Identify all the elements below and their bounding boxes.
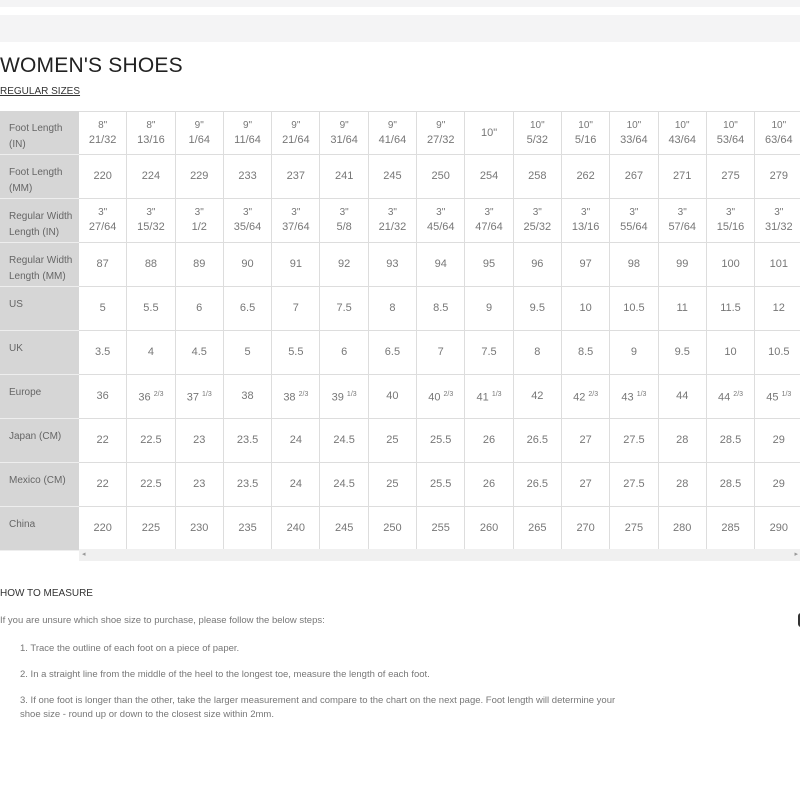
cell-line: 5/16 <box>574 134 597 146</box>
table-cell: 23 <box>176 419 224 463</box>
scroll-right-icon[interactable]: ▸ <box>794 551 798 558</box>
cell-line: 55/64 <box>620 221 648 233</box>
table-cell <box>320 375 368 419</box>
cell-line: 41/64 <box>378 134 407 146</box>
table-cell: 27.5 <box>610 463 658 507</box>
table-cell: 22.5 <box>127 419 175 463</box>
table-cell: 27 <box>562 419 610 463</box>
table-cell <box>127 199 175 243</box>
cell-fraction: 2/3 <box>588 391 599 399</box>
cell-line: 15/32 <box>137 221 165 233</box>
page-title: WOMEN'S SHOES <box>0 54 183 77</box>
table-cell: 29 <box>755 419 800 463</box>
table-cell: 3.5 <box>79 331 127 375</box>
table-cell <box>562 375 610 419</box>
cell-value <box>272 387 319 406</box>
table-cell <box>79 199 127 243</box>
table-cell: 12 <box>755 287 800 331</box>
table-cell: 8.5 <box>562 331 610 375</box>
table-cell: 98 <box>610 243 658 287</box>
table-cell: 220 <box>79 155 127 199</box>
cell-value <box>755 387 800 406</box>
table-cell <box>224 111 272 155</box>
table-cell: 5.5 <box>127 287 175 331</box>
table-cell: 89 <box>176 243 224 287</box>
table-cell: 229 <box>176 155 224 199</box>
cell-line: 3" <box>339 207 349 218</box>
cell-line: 63/64 <box>765 134 793 146</box>
table-cell: 25.5 <box>417 419 465 463</box>
cell-number: 37 <box>186 391 199 404</box>
table-row <box>0 155 800 199</box>
table-cell: 7.5 <box>320 287 368 331</box>
table-cell <box>755 111 800 155</box>
table-cell: 94 <box>417 243 465 287</box>
cell-line: 1/2 <box>191 221 207 233</box>
table-cell <box>465 111 513 155</box>
cell-line: 45/64 <box>426 221 455 233</box>
cell-number: 36 <box>138 391 151 404</box>
cell-fraction: 1/3 <box>636 391 647 399</box>
table-cell <box>514 111 562 155</box>
cell-number: 42 <box>573 391 586 404</box>
table-cell: 230 <box>176 507 224 551</box>
table-cell: 29 <box>755 463 800 507</box>
table-cell: 92 <box>320 243 368 287</box>
table-cell: 28.5 <box>707 463 755 507</box>
table-cell: 24.5 <box>320 463 368 507</box>
table-cell: 95 <box>465 243 513 287</box>
table-row <box>0 419 800 463</box>
table-cell: 267 <box>610 155 658 199</box>
table-cell: 27 <box>562 463 610 507</box>
table-cell: 24 <box>272 419 320 463</box>
cell-line: 57/64 <box>668 221 696 233</box>
table-cell: 25 <box>369 419 417 463</box>
table-cell: 8 <box>369 287 417 331</box>
cell-line: 43/64 <box>668 134 696 146</box>
table-cell: 8 <box>514 331 562 375</box>
table-cell <box>127 375 175 419</box>
table-cell <box>272 375 320 419</box>
table-cell: 96 <box>514 243 562 287</box>
table-cell: 290 <box>755 507 800 551</box>
cell-line: 3" <box>146 207 156 218</box>
table-cell: 258 <box>514 155 562 199</box>
table-row <box>0 331 800 375</box>
table-cell <box>707 111 755 155</box>
cell-line: 27/32 <box>426 134 455 146</box>
table-cell: 5 <box>224 331 272 375</box>
table-cell: 10.5 <box>755 331 800 375</box>
cell-line: 33/64 <box>620 134 648 146</box>
table-cell: 26.5 <box>514 463 562 507</box>
table-cell: 10 <box>562 287 610 331</box>
row-label: China <box>0 507 79 551</box>
table-cell: 44 <box>659 375 707 419</box>
cell-line: 3" <box>532 207 542 218</box>
table-cell <box>176 111 224 155</box>
cell-line: 31/64 <box>330 134 358 146</box>
table-cell: 225 <box>127 507 175 551</box>
table-cell: 245 <box>369 155 417 199</box>
table-cell: 4 <box>127 331 175 375</box>
cell-value <box>707 387 754 406</box>
table-cell <box>79 111 127 155</box>
table-cell: 280 <box>659 507 707 551</box>
cell-line: 9" <box>387 120 397 131</box>
table-cell: 23.5 <box>224 419 272 463</box>
table-cell <box>610 375 658 419</box>
row-label: Europe <box>0 375 79 419</box>
cell-line: 47/64 <box>475 221 503 233</box>
table-cell: 101 <box>755 243 800 287</box>
table-cell <box>272 199 320 243</box>
cell-line: 3" <box>629 207 639 218</box>
cell-number: 43 <box>621 391 634 404</box>
table-cell: 6.5 <box>224 287 272 331</box>
cell-fraction: 2/3 <box>443 391 454 399</box>
table-cell: 27.5 <box>610 419 658 463</box>
table-cell: 7 <box>272 287 320 331</box>
cell-line: 3" <box>725 207 736 218</box>
table-cell <box>707 375 755 419</box>
table-cell: 42 <box>514 375 562 419</box>
table-cell: 11 <box>659 287 707 331</box>
table-cell: 25 <box>369 463 417 507</box>
cell-line: 3" <box>194 207 204 218</box>
table-cell: 255 <box>417 507 465 551</box>
table-cell: 10 <box>707 331 755 375</box>
row-label: Mexico (CM) <box>0 463 79 507</box>
cell-line: 5/8 <box>336 221 352 233</box>
table-cell: 9 <box>465 287 513 331</box>
cell-line: 11/64 <box>234 134 261 146</box>
table-cell <box>272 111 320 155</box>
table-cell <box>176 199 224 243</box>
cell-line: 10" <box>480 126 498 139</box>
cell-line: 9" <box>291 120 301 131</box>
table-cell: 6 <box>176 287 224 331</box>
cell-line: 35/64 <box>233 221 262 233</box>
table-cell: 233 <box>224 155 272 199</box>
cell-line: 3" <box>291 207 301 218</box>
cell-line: 3" <box>242 207 253 218</box>
cell-line: 9" <box>194 120 204 131</box>
table-cell: 262 <box>562 155 610 199</box>
cell-number: 45 <box>766 391 779 404</box>
cell-line: 21/64 <box>282 134 310 146</box>
cell-value <box>417 387 464 406</box>
table-row <box>0 199 800 243</box>
table-cell <box>176 375 224 419</box>
row-label: Foot Length (MM) <box>0 155 79 199</box>
table-cell <box>320 199 368 243</box>
row-label: US <box>0 287 79 331</box>
table-cell: 254 <box>465 155 513 199</box>
table-cell: 4.5 <box>176 331 224 375</box>
cell-line: 9" <box>436 120 446 131</box>
cell-line: 21/32 <box>88 134 117 146</box>
size-chart-table <box>0 111 800 551</box>
table-cell: 237 <box>272 155 320 199</box>
how-to-intro: If you are unsure which shoe size to purchase, please follow the below steps: <box>0 615 325 626</box>
table-cell <box>369 111 417 155</box>
cell-line: 13/16 <box>137 134 165 146</box>
cell-line: 1/64 <box>188 134 210 146</box>
cell-number: 44 <box>717 391 731 404</box>
step-item: 3. If one foot is longer than the other, take the larger measurement and compare to the chart on the next page. Foot length will determine your shoe size - round up or down to the closest size within 2mm. <box>20 695 616 720</box>
table-cell: 275 <box>707 155 755 199</box>
table-cell <box>465 375 513 419</box>
cell-fraction: 1/3 <box>346 391 357 399</box>
cell-line: 3" <box>98 207 108 218</box>
table-row <box>0 111 800 155</box>
table-cell <box>465 199 513 243</box>
cell-line: 10" <box>578 120 593 131</box>
table-cell: 26 <box>465 463 513 507</box>
table-cell: 9 <box>610 331 658 375</box>
table-cell: 241 <box>320 155 368 199</box>
table-row <box>0 287 800 331</box>
cell-value <box>562 387 609 406</box>
table-cell: 224 <box>127 155 175 199</box>
table-cell <box>127 111 175 155</box>
table-cell <box>514 199 562 243</box>
cell-line: 10" <box>529 120 545 131</box>
table-cell: 265 <box>514 507 562 551</box>
table-cell: 6.5 <box>369 331 417 375</box>
cell-line: 25/32 <box>523 221 552 233</box>
cell-value <box>127 387 174 406</box>
table-cell: 97 <box>562 243 610 287</box>
how-to-measure-heading: HOW TO MEASURE <box>0 588 93 599</box>
table-cell: 40 <box>369 375 417 419</box>
table-cell <box>610 111 658 155</box>
table-cell <box>610 199 658 243</box>
cell-line: 15/16 <box>716 221 745 233</box>
row-label: Regular Width Length (IN) <box>0 199 79 243</box>
table-cell: 100 <box>707 243 755 287</box>
cell-line: 3" <box>436 207 446 218</box>
horizontal-scrollbar[interactable] <box>79 549 800 561</box>
table-cell <box>659 111 707 155</box>
table-cell: 285 <box>707 507 755 551</box>
cell-line: 10" <box>723 120 738 131</box>
table-cell: 5.5 <box>272 331 320 375</box>
cell-line: 10" <box>674 120 690 131</box>
table-cell <box>417 199 465 243</box>
table-cell: 250 <box>417 155 465 199</box>
cell-line: 3" <box>484 207 494 218</box>
cell-line: 3" <box>774 207 784 218</box>
cell-line: 10" <box>626 120 642 131</box>
step-item: 2. In a straight line from the middle of the heel to the longest toe, measure the length of each foot. <box>20 669 430 680</box>
table-cell: 270 <box>562 507 610 551</box>
cell-line: 5/32 <box>526 134 549 146</box>
cell-line: 9" <box>339 120 349 131</box>
table-cell <box>562 199 610 243</box>
table-cell: 23 <box>176 463 224 507</box>
cell-number: 38 <box>283 391 296 404</box>
table-cell: 275 <box>610 507 658 551</box>
table-cell: 88 <box>127 243 175 287</box>
cell-fraction: 1/3 <box>202 391 212 399</box>
cell-line: 31/32 <box>765 221 793 233</box>
table-cell: 38 <box>224 375 272 419</box>
table-cell: 279 <box>755 155 800 199</box>
table-cell <box>320 111 368 155</box>
row-label: Regular Width Length (MM) <box>0 243 79 287</box>
cell-fraction: 2/3 <box>298 391 309 399</box>
table-cell: 220 <box>79 507 127 551</box>
table-cell: 26 <box>465 419 513 463</box>
table-cell: 28 <box>659 419 707 463</box>
cell-value <box>176 387 223 406</box>
table-row <box>0 463 800 507</box>
cell-line: 3" <box>677 207 687 218</box>
table-cell: 10.5 <box>610 287 658 331</box>
table-cell: 260 <box>465 507 513 551</box>
table-cell <box>659 199 707 243</box>
table-cell <box>417 111 465 155</box>
table-cell: 25.5 <box>417 463 465 507</box>
cell-line: 10" <box>771 120 787 131</box>
table-cell: 90 <box>224 243 272 287</box>
nav-bar <box>0 15 800 42</box>
table-cell: 9.5 <box>514 287 562 331</box>
regular-sizes-link[interactable]: REGULAR SIZES <box>0 86 81 97</box>
table-cell: 87 <box>79 243 127 287</box>
table-cell: 5 <box>79 287 127 331</box>
cell-line: 13/16 <box>571 221 600 233</box>
cell-line: 9" <box>242 120 253 131</box>
table-cell: 28 <box>659 463 707 507</box>
table-cell: 8.5 <box>417 287 465 331</box>
cell-line: 37/64 <box>282 221 310 233</box>
table-cell: 6 <box>320 331 368 375</box>
table-cell: 22.5 <box>127 463 175 507</box>
table-cell: 91 <box>272 243 320 287</box>
table-cell: 24 <box>272 463 320 507</box>
cell-line: 3" <box>387 207 397 218</box>
table-cell: 11.5 <box>707 287 755 331</box>
table-row <box>0 507 800 551</box>
table-cell: 7 <box>417 331 465 375</box>
table-cell <box>755 199 800 243</box>
table-cell: 36 <box>79 375 127 419</box>
table-cell: 22 <box>79 419 127 463</box>
cell-number: 41 <box>476 391 489 404</box>
cell-value <box>610 387 657 406</box>
table-cell <box>562 111 610 155</box>
table-cell <box>224 199 272 243</box>
table-cell: 245 <box>320 507 368 551</box>
cell-fraction: 2/3 <box>733 391 744 399</box>
table-cell: 240 <box>272 507 320 551</box>
cell-value <box>465 387 512 406</box>
table-row <box>0 243 800 287</box>
table-cell: 235 <box>224 507 272 551</box>
table-cell <box>369 199 417 243</box>
cell-number: 39 <box>331 391 344 404</box>
cell-number: 40 <box>428 391 441 404</box>
table-cell: 26.5 <box>514 419 562 463</box>
row-label: Japan (CM) <box>0 419 79 463</box>
table-cell: 93 <box>369 243 417 287</box>
table-cell: 99 <box>659 243 707 287</box>
table-cell: 7.5 <box>465 331 513 375</box>
table-cell: 271 <box>659 155 707 199</box>
table-cell <box>707 199 755 243</box>
top-bar <box>0 0 800 7</box>
cell-fraction: 1/3 <box>781 391 792 399</box>
row-label: UK <box>0 331 79 375</box>
cell-line: 27/64 <box>88 221 117 233</box>
cell-line: 3" <box>581 207 591 218</box>
cell-fraction: 1/3 <box>491 391 502 399</box>
table-cell: 24.5 <box>320 419 368 463</box>
table-cell: 28.5 <box>707 419 755 463</box>
table-cell <box>755 375 800 419</box>
cell-line: 21/32 <box>378 221 407 233</box>
cell-line: 53/64 <box>716 134 745 146</box>
table-cell <box>417 375 465 419</box>
cell-line: 8" <box>98 120 108 131</box>
table-cell: 250 <box>369 507 417 551</box>
step-item: 1. Trace the outline of each foot on a piece of paper. <box>20 643 240 654</box>
cell-fraction: 2/3 <box>153 391 164 399</box>
table-cell: 22 <box>79 463 127 507</box>
table-cell: 23.5 <box>224 463 272 507</box>
cell-value <box>320 387 367 406</box>
table-row <box>0 375 800 419</box>
row-label: Foot Length (IN) <box>0 111 79 155</box>
scroll-left-icon[interactable]: ◂ <box>82 551 86 558</box>
steps-list <box>20 642 620 734</box>
cell-line: 8" <box>146 120 156 131</box>
table-cell: 9.5 <box>659 331 707 375</box>
